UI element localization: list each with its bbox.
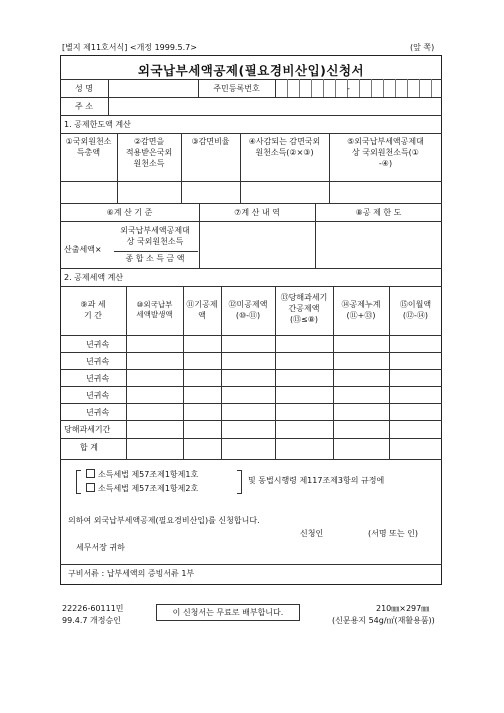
- calc-detail-field[interactable]: [201, 223, 313, 266]
- col-uncredited: ⑫미공제액 (⑩-⑪): [228, 300, 268, 320]
- row-label: 년귀속: [86, 374, 110, 383]
- col-reduction-rate: ③감면비율: [191, 137, 230, 146]
- free-distribution-notice: 이 신청서는 무료로 배부합니다.: [156, 604, 300, 621]
- option-1[interactable]: 소득세법 제57조제1항제1호: [86, 469, 198, 481]
- section2-heading: 2. 공제세액 계산: [64, 273, 124, 282]
- col-foreign-tax-incurred: ⑩외국납부 세액발생액: [136, 300, 173, 320]
- calc-limit-header: ⑧공 제 한 도: [355, 208, 402, 217]
- rrn-dash: -: [347, 84, 350, 93]
- col-tax-period: ⑨과 세 기 간: [80, 300, 106, 320]
- col-reduced-income: ②감면을 적용받은국외 원천소득: [125, 137, 173, 168]
- value-deducted-income[interactable]: [241, 182, 328, 202]
- footer-size: 210㎜×297㎜: [376, 604, 430, 613]
- value-credit-target-income[interactable]: [330, 182, 441, 202]
- deduction-table-body[interactable]: [127, 336, 441, 458]
- calc-basis-header: ⑥계 산 기 준: [106, 208, 153, 217]
- value-reduced-income[interactable]: [118, 182, 180, 202]
- value-reduction-rate[interactable]: [182, 182, 239, 202]
- declaration-clause: 및 동법시행령 제117조제3항의 규정에: [248, 476, 385, 485]
- attachments-note: 구비서류 : 납부세액의 증빙서류 1부: [68, 569, 195, 578]
- footer-paper: (신문용지 54g/㎡(재활용품)): [332, 616, 435, 625]
- row-label-total: 합 계: [80, 443, 98, 452]
- col-foreign-income-total: ①국외원천소 득총액: [65, 137, 112, 157]
- calc-limit-field[interactable]: [317, 223, 440, 266]
- col-carryover: ⑮이월액 (⑫-⑭): [399, 300, 432, 320]
- option-2[interactable]: 소득세법 제57조제1항제2호: [86, 483, 198, 495]
- signature-label: (서명 또는 인): [368, 529, 418, 538]
- addressee: 세무서장 귀하: [76, 543, 125, 552]
- declaration-statement: 의하여 외국납부세액공제(필요경비산입)를 신청합니다.: [68, 516, 260, 525]
- footer-approval: 99.4.7 개정승인: [62, 616, 121, 625]
- row-label: 년귀속: [86, 357, 110, 366]
- row-label: 년귀속: [86, 340, 110, 349]
- col-current-credit: ⑬당해과세기 간공제액 (⑬≤⑧): [280, 293, 328, 324]
- formula-numerator: 외국납부세액공제대 상 국외원천소득: [120, 226, 190, 246]
- checkbox-icon: [86, 483, 95, 492]
- row-label: 년귀속: [86, 408, 110, 417]
- applicant-field[interactable]: [330, 527, 364, 539]
- formula-denominator: 종 합 소 득 금 액: [125, 254, 185, 263]
- value-foreign-income-total[interactable]: [61, 182, 116, 202]
- name-field[interactable]: [110, 81, 196, 95]
- col-deducted-income: ④사감되는 감면국외 원천소득(②×③): [248, 137, 321, 157]
- col-cumulative-credit: ⑭공제누계 (⑪+⑬): [341, 300, 381, 320]
- row-label-current-period: 당해과세기간: [64, 425, 111, 434]
- address-field[interactable]: [110, 99, 440, 113]
- form-title: 외국납부세액공제(필요경비산입)신청서: [137, 63, 365, 78]
- applicant-label: 신청인: [300, 529, 324, 538]
- row-label: 년귀속: [86, 391, 110, 400]
- checkbox-icon: [86, 469, 95, 478]
- col-credit-target-income: ⑤외국납부세액공제대 상 국외원천소득(① -④): [347, 137, 424, 168]
- rrn-label: 주민등록번호: [213, 84, 260, 93]
- footer-code: 22226-60111민: [62, 604, 124, 613]
- name-label: 성 명: [75, 84, 93, 93]
- calc-detail-header: ⑦계 산 내 역: [234, 208, 280, 217]
- form-number: [별지 제11호서식] <개정 1999.5.7>: [62, 43, 197, 52]
- col-prior-credit: ⑪기공제 액: [186, 300, 218, 320]
- section1-heading: 1. 공제한도액 계산: [64, 120, 131, 129]
- address-label: 주 소: [75, 102, 93, 111]
- page-side-label: (앞 쪽): [410, 43, 435, 52]
- formula-prefix: 산출세액×: [64, 245, 102, 254]
